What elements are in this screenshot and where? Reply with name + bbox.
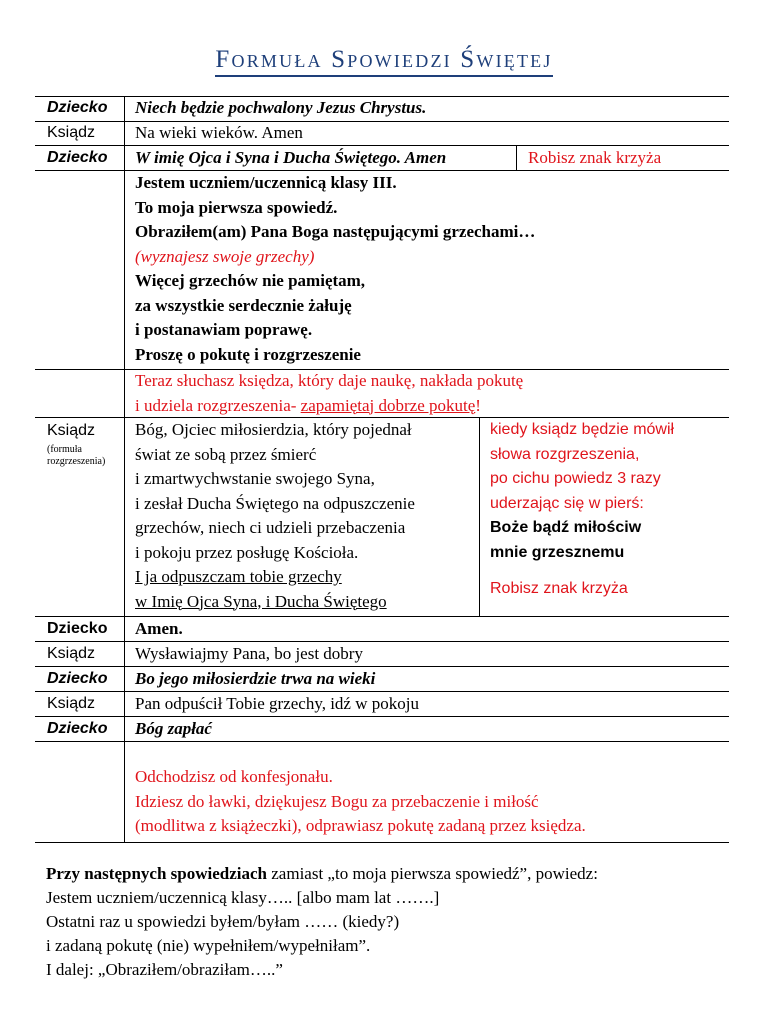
side-instruction-line: słowa rozgrzeszenia, — [490, 445, 640, 463]
speaker-label: Dziecko — [47, 149, 108, 166]
note-line: Jestem uczniem/uczennicą klasy….. [albo mam lat …….] — [46, 888, 440, 907]
document-title — [0, 46, 768, 74]
note-lead — [46, 862, 598, 886]
closing-instructions — [135, 765, 586, 839]
instruction-block — [135, 369, 523, 418]
side-instructions — [490, 418, 674, 565]
confession-line: Proszę o pokutę i rozgrzeszenie — [135, 344, 361, 364]
speaker-label: Ksiądz — [47, 422, 96, 439]
speaker-label: Ksiądz — [47, 695, 96, 712]
absolution-line: i pokoju przez posługę Kościoła. — [135, 542, 359, 562]
confession-line: Jestem uczniem/uczennicą klasy III. — [135, 173, 397, 192]
speaker-note: (formuła — [47, 444, 82, 455]
confession-block — [135, 171, 535, 367]
dialogue-text: Pan odpuścił Tobie grzechy, idź w pokoju — [135, 694, 419, 713]
speaker-label: Dziecko — [47, 720, 108, 737]
note-lead-bold: Przy następnych spowiedziach — [46, 864, 267, 883]
absolution-line: świat ze sobą przez śmierć — [135, 444, 317, 464]
side-instruction-line: uderzając się w pierś: — [490, 494, 644, 512]
side-instruction-line: po cichu powiedz 3 razy — [490, 470, 661, 487]
confession-line: Obraziłem(am) Pana Boga następującymi grzechami… — [135, 222, 536, 241]
speaker-label: Ksiądz — [47, 645, 96, 662]
closing-line: Odchodzisz od konfesjonału. — [135, 767, 333, 786]
next-confession-note — [46, 862, 598, 982]
absolution-line: w Imię Ojca Syna, i Ducha Świętego — [135, 591, 387, 611]
dialogue-text: Bóg zapłać — [135, 719, 212, 738]
confession-line: za wszystkie serdecznie żałuję — [135, 295, 352, 315]
title-text: Formuła Spowiedzi Świętej — [215, 46, 552, 77]
table-border — [35, 842, 729, 843]
column-divider — [516, 145, 517, 170]
dialogue-text: Niech będzie pochwalony Jezus Chrystus. — [135, 98, 427, 117]
side-instruction-line: kiedy ksiądz będzie mówił — [490, 421, 675, 438]
dialogue-text: Wysławiajmy Pana, bo jest dobry — [135, 644, 363, 663]
note-line: Ostatni raz u spowiedzi byłem/byłam …… (kiedy?) — [46, 912, 400, 931]
speaker-label: Ksiądz — [47, 124, 96, 141]
instruction-text: ! — [475, 395, 481, 415]
instruction-text: i udziela rozgrzeszenia- — [135, 395, 301, 415]
instruction-line — [135, 394, 523, 419]
instruction-line: Teraz słuchasz księdza, który daje naukę, nakłada pokutę — [135, 371, 524, 390]
absolution-line: grzechów, niech ci udzieli przebaczenia — [135, 518, 406, 537]
speaker-label: Dziecko — [47, 620, 108, 637]
absolution-line: I ja odpuszczam tobie grzechy — [135, 567, 342, 586]
dialogue-text: Bo jego miłosierdzie trwa na wieki — [135, 669, 376, 688]
note-lead-text: zamiast „to moja pierwsza spowiedź”, powiedz: — [267, 864, 598, 883]
dialogue-text: W imię Ojca i Syna i Ducha Świętego. Amen — [135, 148, 447, 167]
note-line: i zadaną pokutę (nie) wypełniłem/wypełniłam”. — [46, 936, 371, 955]
note-line: I dalej: „Obraziłem/obraziłam…..” — [46, 960, 283, 979]
dialogue-text: Amen. — [135, 619, 183, 638]
dialogue-text: Na wieki wieków. Amen — [135, 123, 303, 142]
remember-penance-text: zapamiętaj dobrze pokutę — [300, 395, 476, 415]
confession-instruction: (wyznajesz swoje grzechy) — [135, 246, 315, 266]
side-prayer-line: Boże bądź miłościw — [490, 519, 642, 536]
closing-line: Idziesz do ławki, dziękujesz Bogu za przebaczenie i miłość — [135, 791, 539, 811]
confession-line: i postanawiam poprawę. — [135, 320, 313, 339]
absolution-line: Bóg, Ojciec miłosierdzia, który pojednał — [135, 420, 412, 439]
confession-line: To moja pierwsza spowiedź. — [135, 197, 338, 217]
side-prayer-line: mnie grzesznemu — [490, 543, 625, 561]
instruction-note: Robisz znak krzyża — [528, 148, 662, 167]
speaker-label: Dziecko — [47, 99, 108, 116]
column-divider — [479, 417, 480, 616]
absolution-formula — [135, 418, 415, 614]
confession-line: Więcej grzechów nie pamiętam, — [135, 271, 366, 290]
speaker-note: rozgrzeszenia) — [47, 456, 106, 467]
absolution-line: i zmartwychwstanie swojego Syna, — [135, 469, 375, 488]
speaker-label: Dziecko — [47, 670, 108, 687]
column-divider — [124, 96, 125, 842]
closing-line: (modlitwa z książeczki), odprawiasz pokutę zadaną przez księdza. — [135, 816, 586, 835]
instruction-note: Robisz znak krzyża — [490, 580, 628, 597]
absolution-line: i zesłał Ducha Świętego na odpuszczenie — [135, 493, 415, 513]
